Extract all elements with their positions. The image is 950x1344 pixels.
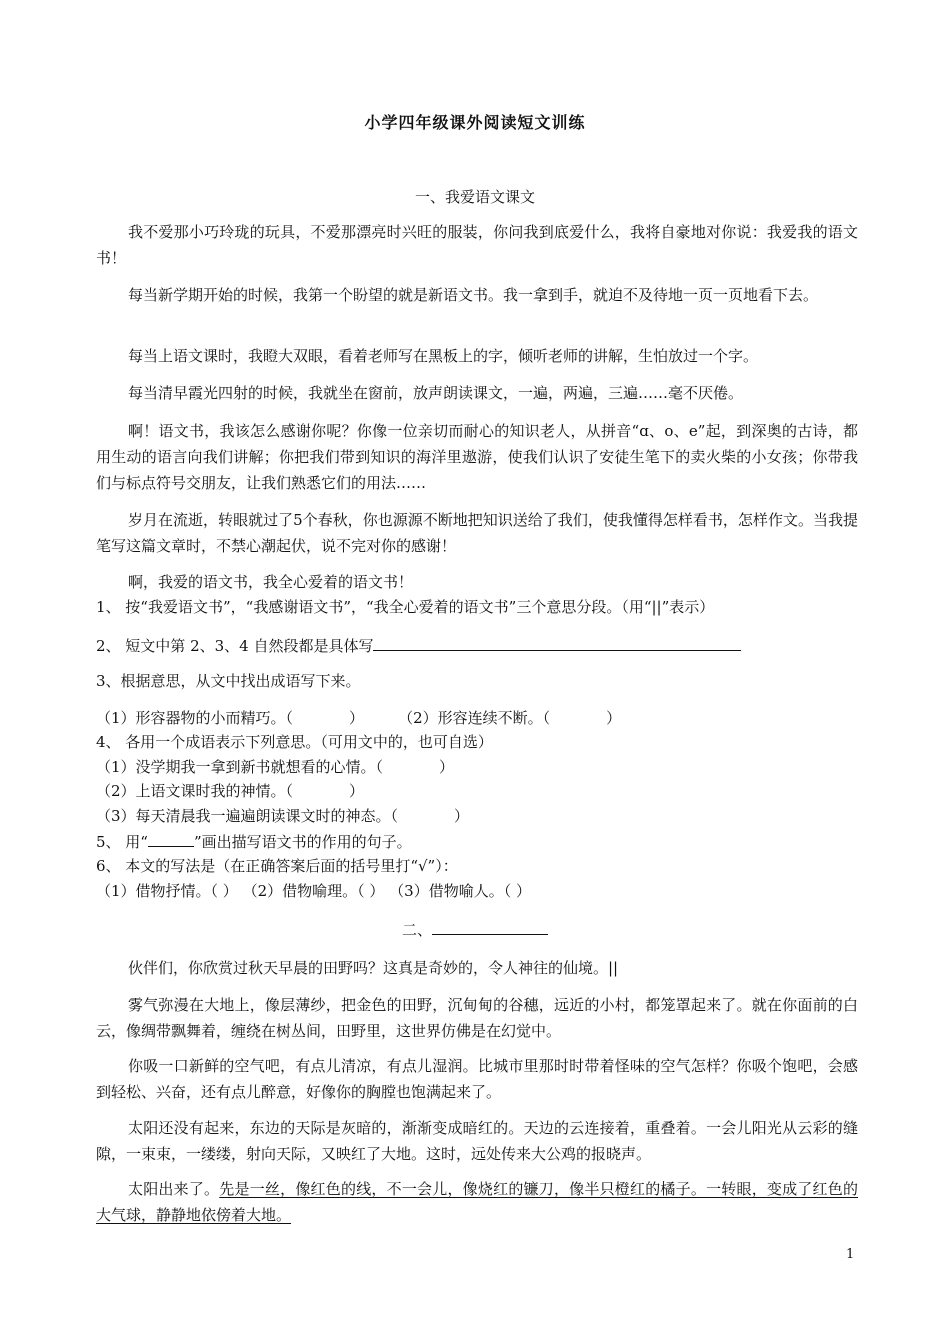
paragraph: 太阳还没有起来，东边的天际是灰暗的，渐渐变成暗红的。天边的云连接着，重叠着。一会儿阳光从云彩的缝隙，一束束，一缕缕，射向天际，又映红了大地。这时，远处传来大公鸡的报晓声。	[96, 1119, 858, 1163]
question-3-items	[96, 707, 866, 729]
paragraph: 每当上语文课时，我瞪大双眼，看着老师写在黑板上的字，倾听老师的讲解，生怕放过一个字。	[128, 347, 759, 365]
question-2-text: 2、 短文中第 2、3、4 自然段都是具体写	[96, 637, 374, 655]
section-2-heading	[0, 918, 950, 940]
paragraph-last	[96, 1176, 858, 1228]
last-paragraph-plain: 太阳出来了。	[128, 1180, 220, 1198]
close-paren: ）	[439, 758, 455, 776]
question-4-3	[96, 805, 866, 827]
question-6-options: （1）借物抒情。（ ） （2）借物喻理。（ ） （3）借物喻人。（ ）	[96, 882, 531, 900]
close-paren: ）	[606, 709, 622, 727]
question-4-3-text: （3）每天清晨我一遍遍朗读课文时的神态。（	[96, 807, 399, 825]
question-3: 3、根据意思，从文中找出成语写下来。	[96, 672, 361, 690]
question-1: 1、 按“我爱语文书”，“我感谢语文书”，“我全心爱着的语文书”三个意思分段。（用“||”表示）	[96, 598, 715, 616]
close-paren: ）	[454, 807, 470, 825]
close-paren: ）	[349, 782, 365, 800]
section-1-heading: 一、我爱语文课文	[414, 188, 535, 206]
paragraph: 每当新学期开始的时候，我第一个盼望的就是新语文书。我一拿到手，就迫不及待地一页一页地看下去。	[128, 286, 819, 304]
title-blank[interactable]	[432, 918, 548, 935]
paragraph: 啊！语文书，我该怎么感谢你呢？你像一位亲切而耐心的知识老人，从拼音“ɑ、o、e”起，到深奥的古诗，都用生动的语言向我们讲解；你把我们带到知识的海洋里遨游，使我们认识了安徒生笔下的卖火柴的小女孩；你带我们与标点符号交朋友，让我们熟悉它们的用法……	[96, 422, 858, 492]
question-3-2-text: （2）形容连续不断。（	[398, 709, 551, 727]
question-5	[96, 830, 866, 853]
paragraph: 每当清早霞光四射的时候，我就坐在窗前，放声朗读课文，一遍，两遍，三遍……毫不厌倦。	[128, 384, 744, 402]
page-number: 1	[846, 1247, 855, 1262]
question-6: 6、 本文的写法是（在正确答案后面的括号里打“√”）：	[96, 857, 458, 875]
underline-sample	[148, 830, 194, 847]
close-paren: ）	[349, 709, 365, 727]
document-title: 小学四年级课外阅读短文训练	[364, 113, 586, 132]
question-3-1-text: （1）形容器物的小而精巧。（	[96, 709, 294, 727]
answer-blank[interactable]	[373, 634, 741, 651]
section-2-label: 二、	[401, 921, 432, 939]
question-4-1-text: （1）没学期我一拿到新书就想看的心情。（	[96, 758, 384, 776]
paragraph: 我不爱那小巧玲珑的玩具，不爱那漂亮时兴旺的服装，你问我到底爱什么，我将自豪地对你说：我爱我的语文书！	[96, 223, 858, 267]
question-4-2	[96, 780, 866, 802]
underlined-sentence: 先是一丝，像红色的线，不一会儿，像烧红的镰刀，像半只橙红的橘子。一转眼，变成了红色的大气球，静静地依傍着大地。	[96, 1180, 858, 1224]
question-5-text-end: ”画出描写语文书的作用的句子。	[193, 833, 412, 851]
question-2	[96, 634, 866, 657]
question-4-1	[96, 756, 866, 778]
paragraph: 你吸一口新鲜的空气吧，有点儿清凉，有点儿湿润。比城市里那时时带着怪味的空气怎样？你吸个饱吧，会感到轻松、兴奋，还有点儿醉意，好像你的胸膛也饱满起来了。	[96, 1057, 858, 1101]
question-5-text-start: 5、 用“	[96, 833, 148, 851]
paragraph: 雾气弥漫在大地上，像层薄纱，把金色的田野，沉甸甸的谷穗，远近的小村，都笼罩起来了。就在你面前的白云，像绸带飘舞着，缠绕在树丛间，田野里，这世界仿佛是在幻觉中。	[96, 996, 858, 1040]
question-4-2-text: （2）上语文课时我的神情。（	[96, 782, 294, 800]
paragraph: 啊，我爱的语文书，我全心爱着的语文书！	[128, 573, 414, 591]
paragraph: 岁月在流逝，转眼就过了5个春秋，你也源源不断地把知识送给了我们，使我懂得怎样看书，怎样作文。当我提笔写这篇文章时，不禁心潮起伏，说不完对你的感谢！	[96, 511, 858, 555]
paragraph: 伙伴们，你欣赏过秋天早晨的田野吗？这真是奇妙的，令人神往的仙境。||	[128, 959, 619, 977]
question-4: 4、 各用一个成语表示下列意思。（可用文中的，也可自选）	[96, 733, 493, 751]
